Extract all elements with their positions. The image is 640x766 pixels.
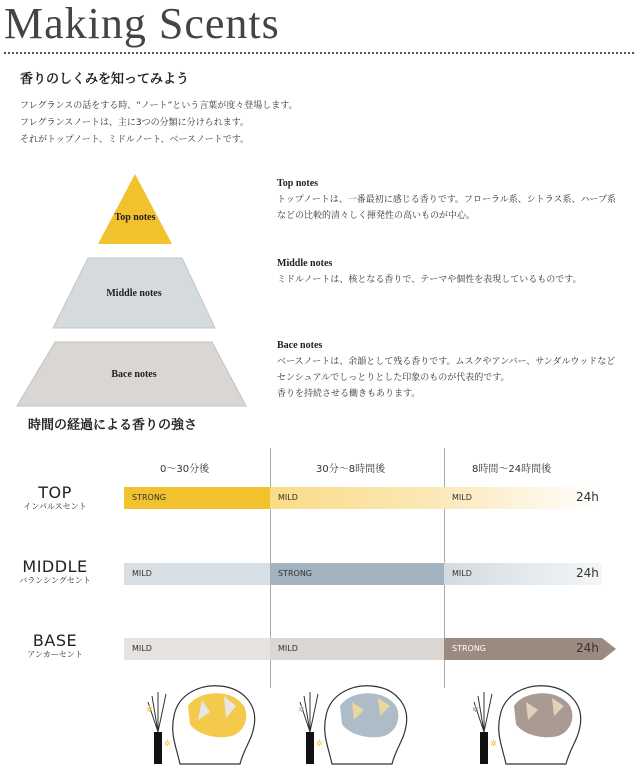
column-header: 0～30分後 [160, 464, 210, 475]
pyramid-middle-label: Middle notes [106, 288, 162, 299]
pyramid-top-label: Top notes [114, 212, 156, 223]
row-label-base [0, 632, 110, 660]
middle-segment-2: STRONG [270, 563, 444, 585]
base-notes-description [277, 338, 627, 402]
row-name: BASE [32, 631, 78, 650]
intro-heading: 香りのしくみを知ってみよう [20, 72, 190, 87]
base-segment-2: MILD [270, 638, 444, 660]
top-segment-1: STRONG [124, 487, 270, 509]
row-subtitle: インパルスセント [23, 502, 87, 511]
head-middle-icon [292, 676, 422, 766]
end-label-24h: 24h [576, 566, 599, 580]
note-line: 香りを持続させる働きもあります。 [277, 389, 421, 399]
note-line: ミドルノートは、核となる香りで、テーマや個性を表現しているものです。 [277, 275, 582, 285]
svg-text:✲: ✲ [164, 739, 171, 748]
note-line: トップノートは、一番最初に感じる香りです。フローラル系、シトラス系、ハーブ系 [277, 195, 617, 205]
title-divider [4, 52, 634, 54]
row-name: MIDDLE [22, 557, 88, 576]
column-header: 30分～8時間後 [316, 464, 386, 475]
top-notes-heading: Top notes [277, 178, 319, 189]
top-segment-2: MILD [270, 487, 444, 509]
column-header: 8時間～24時間後 [472, 464, 552, 475]
timeline-heading: 時間の経過による香りの強さ [28, 418, 198, 433]
end-label-24h: 24h [576, 641, 599, 655]
base-notes-heading: Bace notes [277, 340, 323, 351]
note-line: センシュアルでしっとりとした印象のものが代表的です。 [277, 373, 510, 383]
row-subtitle: アンカーセント [27, 650, 83, 659]
svg-text:✲: ✲ [146, 705, 153, 714]
row-name: TOP [38, 483, 72, 502]
svg-text:✲: ✲ [298, 705, 305, 714]
svg-text:✲: ✲ [316, 739, 323, 748]
end-label-24h: 24h [576, 490, 599, 504]
svg-text:✲: ✲ [472, 705, 479, 714]
row-label-top [0, 484, 110, 512]
intro-line: それがトップノート、ミドルノート、ベースノートです。 [20, 135, 250, 145]
middle-segment-3: MILD [444, 563, 602, 585]
middle-notes-description [277, 256, 627, 288]
top-segment-3: MILD [444, 487, 602, 509]
notes-pyramid [0, 170, 260, 430]
row-label-middle [0, 558, 110, 586]
base-segment-3: STRONG [444, 638, 602, 660]
intro-line: フレグランスノートは、主に3つの分類に分けられます。 [20, 118, 249, 128]
top-notes-description [277, 176, 627, 224]
note-line: などの比較的清々しく揮発性の高いものが中心。 [277, 211, 476, 221]
intro-line: フレグランスの話をする時、“ノート”という言葉が度々登場します。 [20, 101, 298, 111]
base-arrow-tip [602, 638, 616, 660]
svg-text:✲: ✲ [490, 739, 497, 748]
head-base-icon [466, 676, 596, 766]
middle-segment-1: MILD [124, 563, 270, 585]
pyramid-top [98, 174, 172, 244]
middle-notes-heading: Middle notes [277, 258, 333, 269]
note-line: ベースノートは、余韻として残る香りです。ムスクやアンバー、サンダルウッドなど [277, 357, 616, 367]
base-segment-1: MILD [124, 638, 270, 660]
pyramid-base-label: Bace notes [111, 369, 157, 380]
row-subtitle: バランシングセント [19, 576, 91, 585]
head-top-icon [140, 676, 270, 766]
intro-text [20, 98, 298, 149]
page-title: Making Scents [4, 0, 280, 48]
